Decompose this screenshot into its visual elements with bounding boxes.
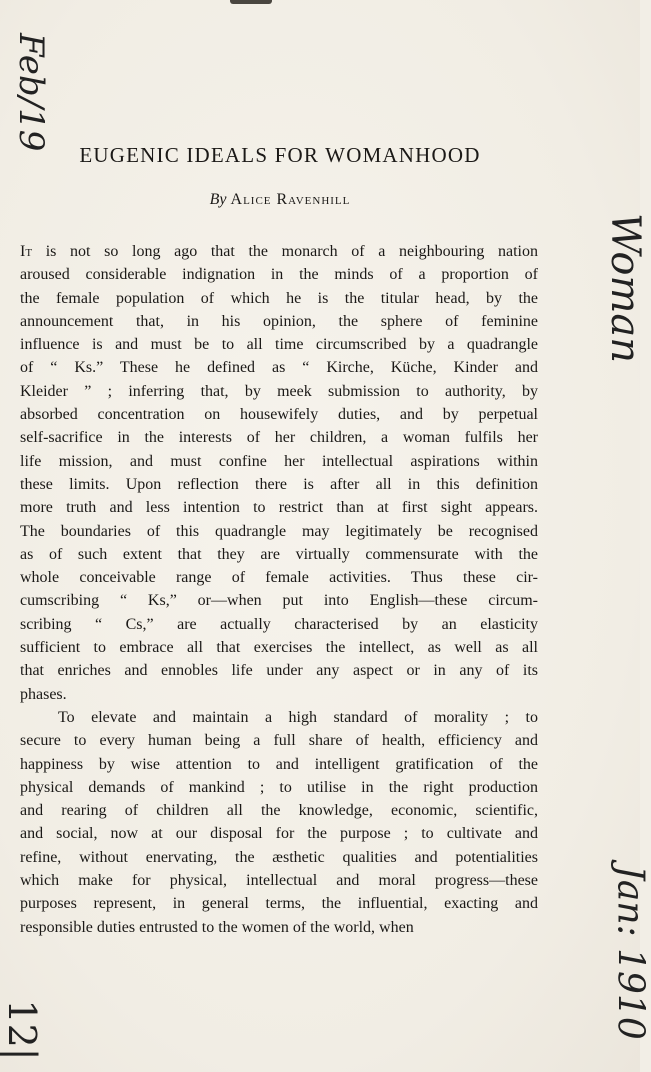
text-line: more truth and less intention to restrict than at first sight appears. <box>20 499 538 517</box>
text-line: of “ Ks.” These he defined as “ Kirche, Küche, Kinder and <box>20 359 538 377</box>
handwritten-note-top-left: Feb/19 <box>11 33 51 152</box>
text-line: that enriches and ennobles life under any aspect or in any of its <box>20 662 538 680</box>
page-edge-mark <box>230 0 272 4</box>
text-line: happiness by wise attention to and intelligent gratification of the <box>20 755 538 773</box>
text-line: as of such extent that they are virtually commensurate with the <box>20 545 538 563</box>
handwritten-note-right-top: Woman <box>602 213 648 364</box>
paragraph <box>20 706 538 939</box>
text-line: influence is and must be to all time circumscribed by a quadrangle <box>20 336 538 354</box>
text-line: To elevate and maintain a high standard of morality ; to <box>58 708 538 726</box>
text-line: phases. <box>20 685 67 703</box>
byline-prefix: By <box>209 191 227 208</box>
text-line: whole conceivable range of female activities. Thus these cir- <box>20 569 538 587</box>
handwritten-note-bottom-left: 12| <box>0 999 44 1061</box>
text-line: purposes represent, in general terms, the influential, exacting and <box>20 895 538 913</box>
text-line: physical demands of mankind ; to utilise in the right production <box>20 778 538 796</box>
paragraph <box>20 240 538 706</box>
article-title: EUGENIC IDEALS FOR WOMANHOOD <box>79 143 481 167</box>
text-line: aroused considerable indignation in the minds of a proportion of <box>20 266 538 284</box>
text-line: and social, now at our disposal for the purpose ; to cultivate and <box>20 825 538 843</box>
text-line: responsible duties entrusted to the women of the world, when <box>20 918 414 936</box>
byline <box>40 191 520 209</box>
text-line: scribing “ Cs,” are actually characterised by an elasticity <box>20 615 538 633</box>
handwritten-note-right-bottom: Jan: 1910 <box>609 865 651 1040</box>
text-line: and rearing of children all the knowledge, economic, scientific, <box>20 802 538 820</box>
text-line: these limits. Upon reflection there is after all in this definition <box>20 475 538 493</box>
text-line: which make for physical, intellectual and moral progress—these <box>20 872 538 890</box>
text-line: Kleider ” ; inferring that, by meek submission to authority, by <box>20 382 538 400</box>
text-line: sufficient to embrace all that exercises the intellect, as well as all <box>20 639 538 657</box>
text-line: It is not so long ago that the monarch of a neighbouring nation <box>20 243 538 260</box>
text-line: secure to every human being a full share of health, efficiency and <box>20 732 538 750</box>
text-line: announcement that, in his opinion, the sphere of feminine <box>20 312 538 330</box>
article-body <box>20 240 538 939</box>
text-line: refine, without enervating, the æsthetic qualities and potentialities <box>20 848 538 866</box>
text-line: cumscribing “ Ks,” or—when put into English—these circum- <box>20 592 538 610</box>
text-line: The boundaries of this quadrangle may legitimately be recognised <box>20 522 538 540</box>
text-line: self-sacrifice in the interests of her children, a woman fulfils her <box>20 429 538 447</box>
author-name: Alice Ravenhill <box>230 191 351 208</box>
text-line: life mission, and must confine her intellectual aspirations within <box>20 452 538 470</box>
text-line: the female population of which he is the titular head, by the <box>20 289 538 307</box>
text-line: absorbed concentration on housewifely duties, and by perpetual <box>20 406 538 424</box>
